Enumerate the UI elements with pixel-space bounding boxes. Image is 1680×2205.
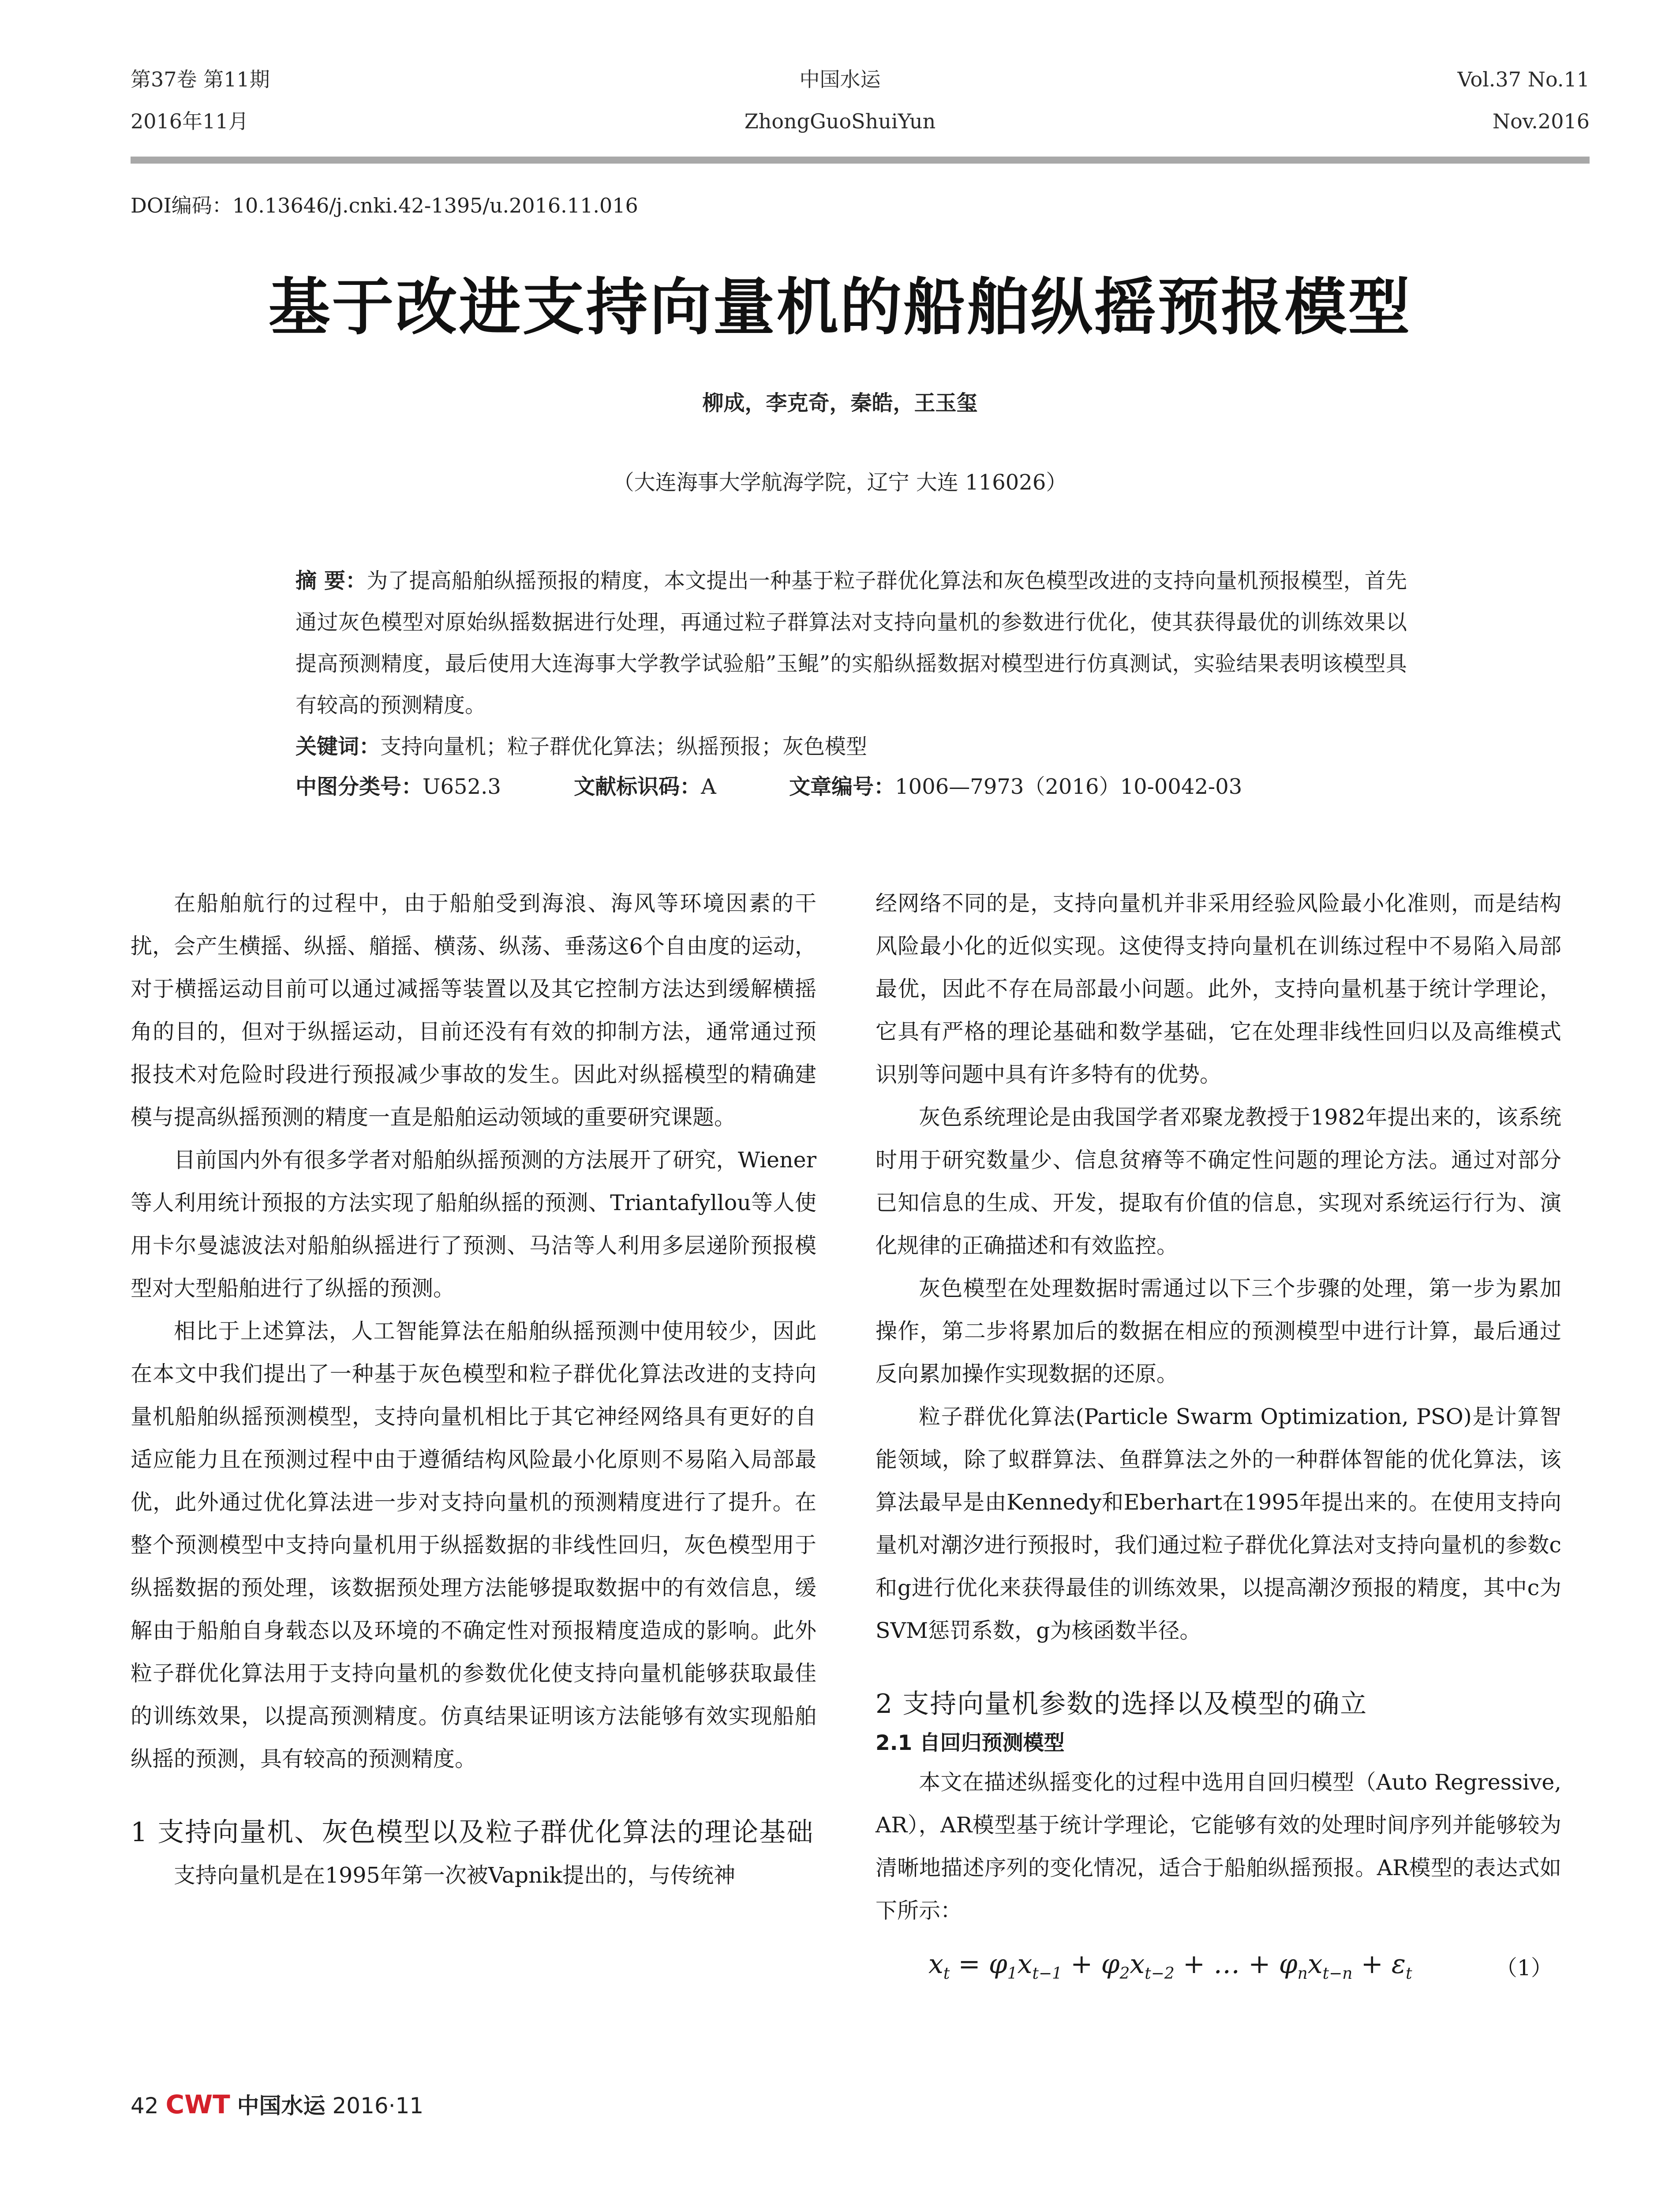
article-no-value: 1006—7973（2016）10-0042-03 xyxy=(895,774,1242,799)
paragraph: 相比于上述算法，人工智能算法在船舶纵摇预测中使用较少，因此在本文中我们提出了一种基于灰色模型和粒子群优化算法改进的支持向量机船舶纵摇预测模型，支持向量机相比于其它神经网络具有更好的自适应能力且在预测过程中由于遵循结构风险最小化原则不易陷入局部最优，此外通过优化算法进一步对支持向量机的预测精度进行了提升。在整个预测模型中支持向量机用于纵摇数据的非线性回归，灰色模型用于纵摇数据的预处理，该数据预处理方法能够提取数据中的有效信息，缓解由于船舶自身载态以及环境的不确定性对预报精度造成的影响。此外粒子群优化算法用于支持向量机的参数优化使支持向量机能够获取最佳的训练效果，以提高预测精度。仿真结果证明该方法能够有效实现船舶纵摇的预测，具有较高的预测精度。 xyxy=(131,1319,816,1771)
page-footer xyxy=(131,2088,423,2120)
clc-label: 中图分类号： xyxy=(296,774,423,799)
issue-date-cn: 2016年11月 xyxy=(131,109,249,133)
paragraph: 支持向量机是在1995年第一次被Vapnik提出的，与传统神 xyxy=(174,1863,736,1888)
ar-model-formula: $x_t = \varphi_1x_{t-1} + \varphi_2x_{t-2}$ + … + $\varphi_nx_{t-n} + \varepsilon_t$ xyxy=(928,1949,1412,1983)
doi: DOI编码：10.13646/j.cnki.42-1395/u.2016.11.016 xyxy=(131,194,638,217)
abstract xyxy=(296,560,1407,767)
doc-code-label: 文献标识码： xyxy=(574,774,701,799)
footer-issue: 2016·11 xyxy=(332,2093,424,2119)
keywords-text: 支持向量机；粒子群优化算法；纵摇预报；灰色模型 xyxy=(380,734,868,759)
paragraph: 目前国内外有很多学者对船舶纵摇预测的方法展开了研究，Wiener等人利用统计预报的方法实现了船舶纵摇的预测、Triantafyllou等人使用卡尔曼滤波法对船舶纵摇进行了预测、马洁等人利用多层递阶预报模型对大型船舶进行了纵摇的预测。 xyxy=(131,1147,816,1301)
running-header-center xyxy=(0,66,1680,150)
header-rule xyxy=(131,157,1590,164)
section-heading-2: 2 支持向量机参数的选择以及模型的确立 xyxy=(876,1689,1368,1719)
abstract-text: 为了提高船舶纵摇预报的精度，本文提出一种基于粒子群优化算法和灰色模型改进的支持向量机预报模型，首先通过灰色模型对原始纵摇数据进行处理，再通过粒子群算法对支持向量机的参数进行优化，使其获得最优的训练效果以提高预测精度，最后使用大连海事大学教学试验船”玉鲲”的实船纵摇数据对模型进行仿真测试，实验结果表明该模型具有较高的预测精度。 xyxy=(296,568,1407,718)
classification-row xyxy=(296,770,1308,800)
page-number: 42 xyxy=(131,2093,159,2119)
issue-date-en: Nov.2016 xyxy=(1492,109,1590,133)
paper-title: 基于改进支持向量机的船舶纵摇预报模型 xyxy=(268,272,1412,344)
volume-issue-en: Vol.37 No.11 xyxy=(1457,67,1590,91)
equation-1 xyxy=(876,1939,1561,1992)
abstract-label: 摘 要： xyxy=(296,568,367,593)
body-column-right xyxy=(876,882,1561,1992)
journal-name-cn: 中国水运 xyxy=(799,67,881,91)
footer-journal-name: 中国水运 xyxy=(237,2093,326,2119)
clc-value: U652.3 xyxy=(423,774,501,799)
subsection-heading-2-1: 2.1 自回归预测模型 xyxy=(876,1731,1065,1755)
paragraph: 本文在描述纵摇变化的过程中选用自回归模型（Auto Regressive, AR），AR模型基于统计学理论，它能够有效的处理时间序列并能够较为清晰地描述序列的变化情况，适合于船舶纵摇预报。AR模型的表达式如下所示： xyxy=(876,1770,1561,1923)
authors: 柳成，李克奇，秦皓，王玉玺 xyxy=(702,391,978,415)
paragraph: 灰色模型在处理数据时需通过以下三个步骤的处理，第一步为累加操作，第二步将累加后的数据在相应的预测模型中进行计算，最后通过反向累加操作实现数据的还原。 xyxy=(876,1276,1561,1387)
body-column-left xyxy=(131,882,816,1897)
running-header-right xyxy=(1458,66,1590,150)
keywords xyxy=(296,726,1407,767)
section-heading-1: 1 支持向量机、灰色模型以及粒子群优化算法的理论基础 xyxy=(131,1817,814,1848)
paragraph: 灰色系统理论是由我国学者邓聚龙教授于1982年提出来的，该系统时用于研究数量少、信息贫瘠等不确定性问题的理论方法。通过对部分已知信息的生成、开发，提取有价值的信息，实现对系统运行行为、演化规律的正确描述和有效监控。 xyxy=(876,1105,1561,1258)
journal-name-pinyin: ZhongGuoShuiYun xyxy=(744,109,936,133)
affiliation: （大连海事大学航海学院，辽宁 大连 116026） xyxy=(613,470,1067,495)
equation-number: （1） xyxy=(1495,1955,1553,1981)
paragraph: 粒子群优化算法(Particle Swarm Optimization, PSO)是计算智能领域，除了蚁群算法、鱼群算法之外的一种群体智能的优化算法，该算法最早是由Kennedy和Eberhart在1995年提出来的。在使用支持向量机对潮汐进行预报时，我们通过粒子群优化算法对支持向量机的参数c和g进行优化来获得最佳的训练效果，以提高潮汐预报的精度，其中c为SVM惩罚系数，g为核函数半径。 xyxy=(876,1404,1561,1643)
paragraph: 经网络不同的是，支持向量机并非采用经验风险最小化准则，而是结构风险最小化的近似实现。这使得支持向量机在训练过程中不易陷入局部最优，因此不存在局部最小问题。此外，支持向量机基于统计学理论，它具有严格的理论基础和数学基础，它在处理非线性回归以及高维模式识别等问题中具有许多特有的优势。 xyxy=(876,891,1561,1087)
paragraph: 在船舶航行的过程中，由于船舶受到海浪、海风等环境因素的干扰，会产生横摇、纵摇、艏摇、横荡、纵荡、垂荡这6个自由度的运动，对于横摇运动目前可以通过减摇等装置以及其它控制方法达到缓解横摇角的目的，但对于纵摇运动，目前还没有有效的抑制方法，通常通过预报技术对危险时段进行预报减少事故的发生。因此对纵摇模型的精确建模与提高纵摇预测的精度一直是船舶运动领域的重要研究课题。 xyxy=(131,891,816,1130)
cwt-logo: CWT xyxy=(165,2089,230,2119)
volume-issue: 第37卷 第11期 xyxy=(131,67,270,91)
article-no-label: 文章编号： xyxy=(789,774,895,799)
keywords-label: 关键词： xyxy=(296,734,381,759)
doc-code-value: A xyxy=(701,774,716,799)
